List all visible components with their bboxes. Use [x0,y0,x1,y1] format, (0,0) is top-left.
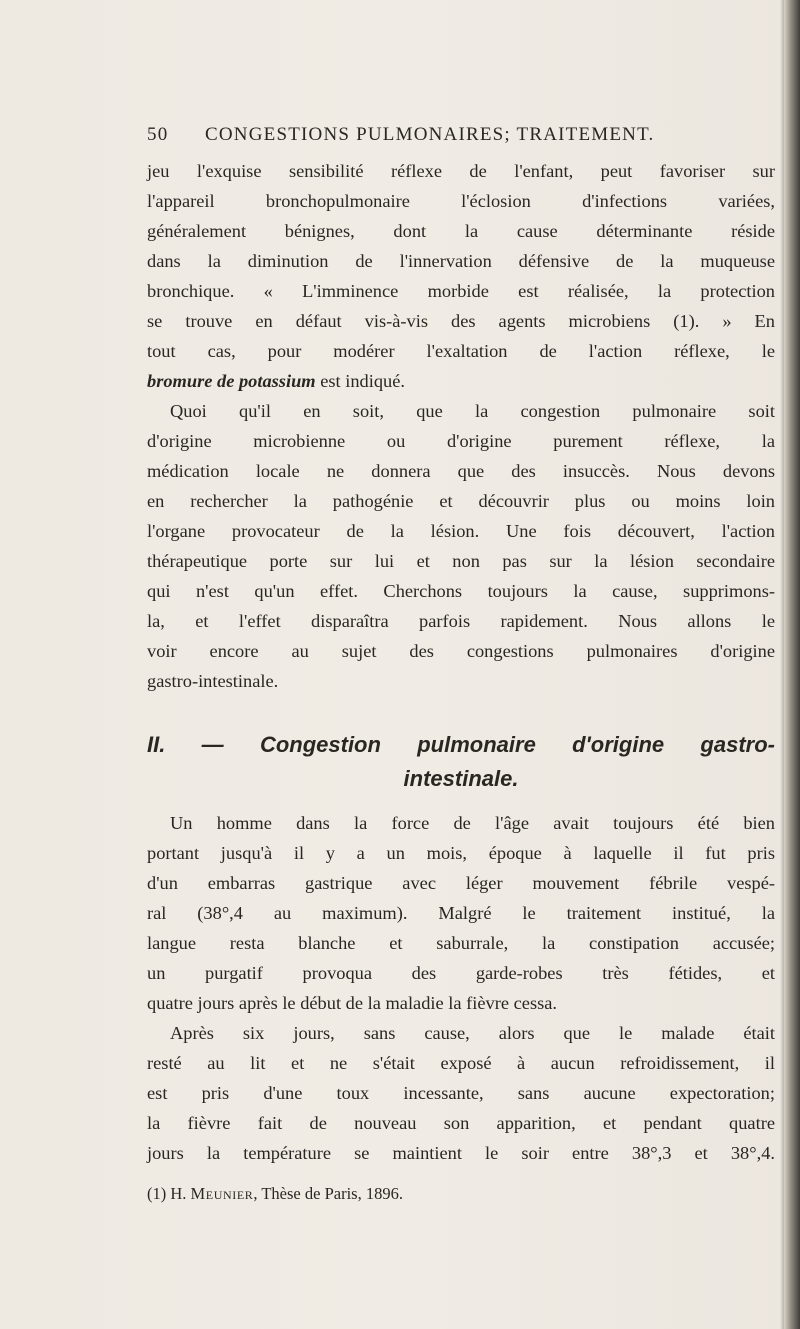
footnote-author: Meunier [190,1184,254,1203]
running-head [147,124,777,146]
text-line: en rechercher la pathogénie et découvrir plus ou moins loin [147,491,775,511]
text-line: la fièvre fait de nouveau son apparition, et pendant quatre [147,1113,775,1133]
text-line: un purgatif provoqua des garde-robes très fétides, et [147,963,775,983]
text-line: voir encore au sujet des congestions pulmonaires d'origine [147,641,775,661]
text-fragment: est indiqué. [315,371,405,391]
italic-term: bromure de potassium [147,371,316,391]
text-line: médication locale ne donnera que des insuccès. Nous devons [147,461,775,481]
text-line: d'origine microbienne ou d'origine purement réflexe, la [147,431,775,451]
text-block [147,156,775,1208]
page-number: 50 [147,124,169,145]
book-spine-edge [784,0,800,1329]
text-line: se trouve en défaut vis-à-vis des agents microbiens (1). » En [147,311,775,331]
text-line: gastro-intestinale. [147,671,279,691]
spacer [147,796,775,808]
paragraph [147,808,775,1018]
text-line: Quoi qu'il en soit, que la congestion pulmonaire soit [170,401,775,421]
paragraph-continuation [147,156,775,396]
text-line: généralement bénignes, dont la cause déterminante réside [147,221,775,241]
text-line [147,366,775,396]
text-line: quatre jours après le début de la maladie la fièvre cessa. [147,993,558,1013]
text-line: thérapeutique porte sur lui et non pas sur la lésion secondaire [147,551,775,571]
text-line: resté au lit et ne s'était exposé à aucun refroidissement, il [147,1053,775,1073]
text-line: dans la diminution de l'innervation défensive de la muqueuse [147,251,775,271]
section-heading-line: II. — Congestion pulmonaire d'origine gastro- [147,732,775,757]
text-line: tout cas, pour modérer l'exaltation de l'action réflexe, le [147,341,775,361]
text-line: bronchique. « L'imminence morbide est réalisée, la protection [147,281,775,301]
text-line: portant jusqu'à il y a un mois, époque à laquelle il fut pris [147,843,775,863]
section-heading-line: intestinale. [403,766,519,791]
paragraph [147,1018,775,1168]
running-head-title: CONGESTIONS PULMONAIRES; TRAITEMENT. [205,124,655,145]
spacer [147,696,775,728]
text-line: est pris d'une toux incessante, sans aucune expectoration; [147,1083,775,1103]
text-line: d'un embarras gastrique avec léger mouvement fébrile vespé- [147,873,775,893]
text-line: qui n'est qu'un effet. Cherchons toujours la cause, supprimons- [147,581,775,601]
spacer [147,1168,775,1180]
text-line: la, et l'effet disparaîtra parfois rapidement. Nous allons le [147,611,775,631]
footnote-marker: (1) H. [147,1184,191,1203]
text-line: l'organe provocateur de la lésion. Une fois découvert, l'action [147,521,775,541]
text-line: jours la température se maintient le soir entre 38°,3 et 38°,4. [147,1143,775,1163]
text-line: ral (38°,4 au maximum). Malgré le traitement institué, la [147,903,775,923]
text-line: l'appareil bronchopulmonaire l'éclosion d'infections variées, [147,191,775,211]
text-line: jeu l'exquise sensibilité réflexe de l'enfant, peut favoriser sur [147,161,775,181]
section-heading [147,728,775,796]
footnote-text: , Thèse de Paris, 1896. [253,1184,403,1203]
paragraph [147,396,775,696]
footnote [147,1180,775,1208]
text-line: Après six jours, sans cause, alors que le malade était [170,1023,775,1043]
text-line: langue resta blanche et saburrale, la constipation accusée; [147,933,775,953]
text-line: Un homme dans la force de l'âge avait toujours été bien [170,813,775,833]
